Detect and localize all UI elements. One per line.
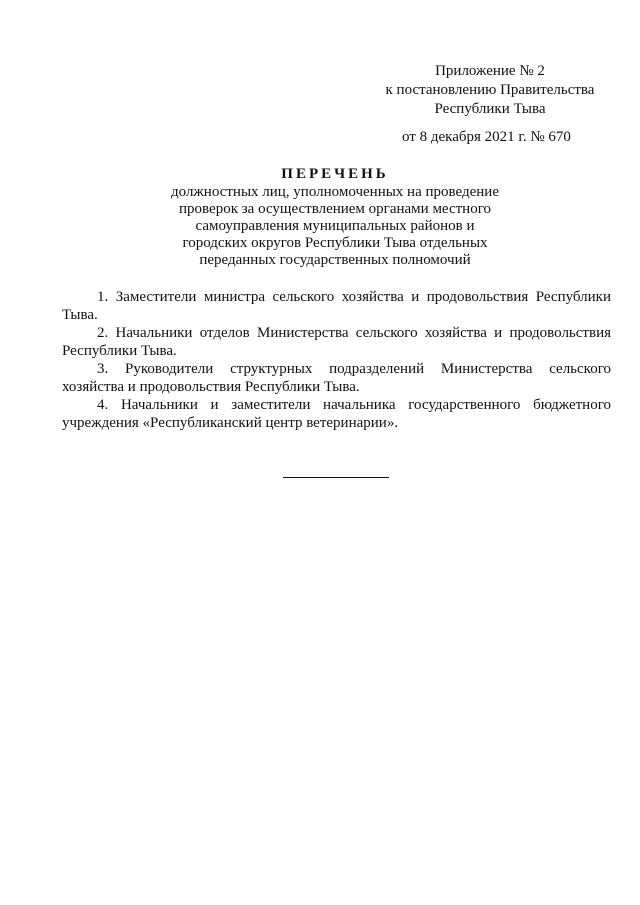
subtitle-line: переданных государственных полномочий [199,252,471,268]
decree-date-number: от 8 декабря 2021 г. № 670 [402,129,571,145]
appendix-number: Приложение № 2 [435,63,545,79]
subtitle-line: проверок за осуществлением органами местного [179,201,491,217]
subtitle-line: городских округов Республики Тыва отдельных [182,235,488,251]
appendix-government: Республики Тыва [434,101,546,117]
document-title: ПЕРЕЧЕНЬ [281,166,389,182]
list-item: 1. Заместители министра сельского хозяйства и продовольствия Республики Тыва. [62,289,611,323]
subtitle-line: должностных лиц, уполномоченных на проведение [171,184,499,200]
list-item: 4. Начальники и заместители начальника государственного бюджетного учреждения «Республиканский центр ветеринарии». [62,397,611,431]
official-list [62,288,611,432]
document-subtitle [160,184,510,269]
subtitle-line: самоуправления муниципальных районов и [195,218,475,234]
list-item: 3. Руководители структурных подразделений Министерства сельского хозяйства и продовольствия Республики Тыва. [62,361,611,395]
list-item: 2. Начальники отделов Министерства сельского хозяйства и продовольствия Республики Тыва. [62,325,611,359]
appendix-block [370,62,610,145]
appendix-resolution-ref: к постановлению Правительства [385,82,595,98]
end-divider [283,477,389,478]
